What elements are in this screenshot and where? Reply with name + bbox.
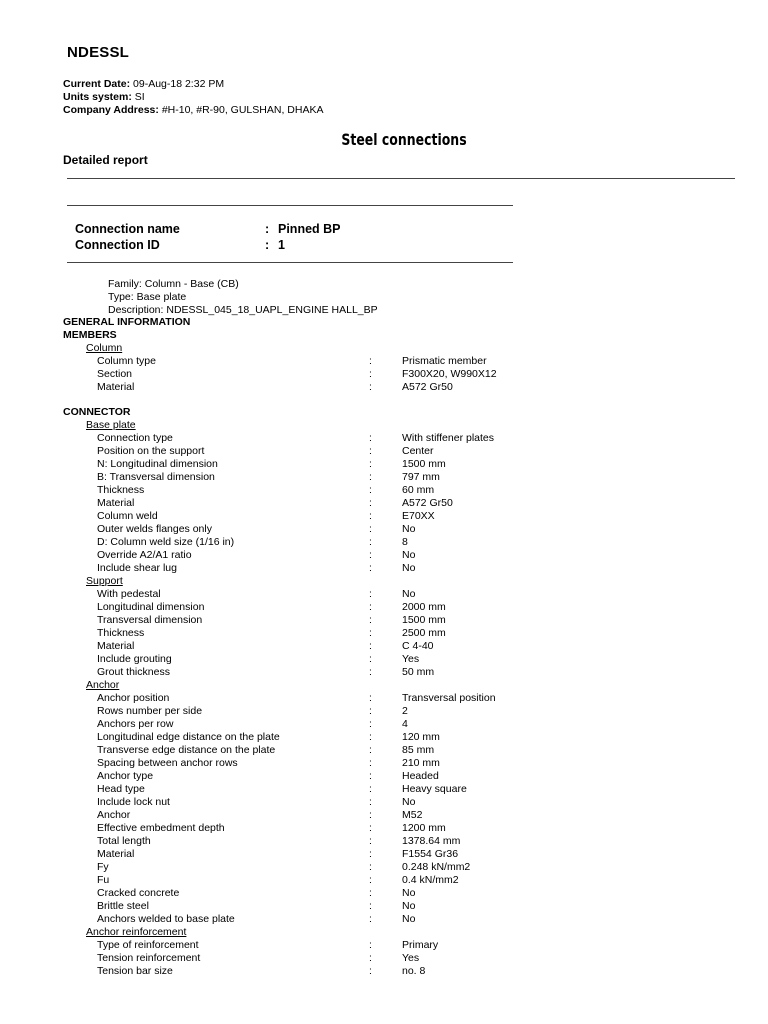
- property-value: No: [402, 523, 416, 535]
- property-separator: :: [369, 601, 372, 613]
- property-value: 1200 mm: [402, 822, 446, 834]
- property-row: [63, 965, 743, 978]
- units-value: SI: [134, 91, 145, 103]
- property-value: Transversal position: [402, 692, 496, 704]
- address-value: #H-10, #R-90, GULSHAN, DHAKA: [161, 104, 324, 116]
- property-value: 50 mm: [402, 666, 435, 678]
- property-separator: :: [369, 705, 372, 717]
- connector-heading: CONNECTOR: [63, 406, 131, 418]
- property-row: [63, 445, 743, 458]
- base-plate-rows: [63, 432, 743, 575]
- anchor-rows: [63, 692, 743, 926]
- property-row: [63, 562, 743, 575]
- property-value: 2500 mm: [402, 627, 446, 639]
- property-value: A572 Gr50: [402, 381, 453, 393]
- property-separator: :: [369, 614, 372, 626]
- type-line: Type: Base plate: [108, 291, 187, 303]
- property-separator: :: [369, 757, 372, 769]
- property-label: N: Longitudinal dimension: [97, 458, 218, 470]
- property-label: Longitudinal edge distance on the plate: [97, 731, 280, 743]
- property-value: Heavy square: [402, 783, 467, 795]
- property-row: [63, 718, 743, 731]
- property-row: [63, 913, 743, 926]
- connection-id-separator: :: [265, 238, 270, 252]
- property-row: [63, 796, 743, 809]
- property-separator: :: [369, 913, 372, 925]
- property-separator: :: [369, 965, 372, 977]
- property-row: [63, 601, 743, 614]
- property-label: With pedestal: [97, 588, 161, 600]
- property-row: [63, 822, 743, 835]
- property-label: Fu: [97, 874, 110, 886]
- property-value: 2: [402, 705, 408, 717]
- property-label: Cracked concrete: [97, 887, 180, 899]
- property-label: Tension reinforcement: [97, 952, 201, 964]
- property-row: [63, 705, 743, 718]
- property-row: [63, 848, 743, 861]
- property-label: Transversal dimension: [97, 614, 203, 626]
- property-value: 210 mm: [402, 757, 440, 769]
- address-line: [63, 104, 323, 117]
- column-subheading: Column: [86, 342, 123, 354]
- property-label: Spacing between anchor rows: [97, 757, 238, 769]
- property-label: Include lock nut: [97, 796, 170, 808]
- property-separator: :: [369, 355, 372, 367]
- property-label: Transverse edge distance on the plate: [97, 744, 276, 756]
- property-value: F300X20, W990X12: [402, 368, 497, 380]
- property-row: [63, 809, 743, 822]
- property-label: Rows number per side: [97, 705, 203, 717]
- property-value: A572 Gr50: [402, 497, 453, 509]
- property-row: [63, 471, 743, 484]
- property-separator: :: [369, 796, 372, 808]
- property-label: Anchors per row: [97, 718, 174, 730]
- property-separator: :: [369, 731, 372, 743]
- property-label: Thickness: [97, 627, 145, 639]
- property-label: Tension bar size: [97, 965, 173, 977]
- property-label: Grout thickness: [97, 666, 170, 678]
- property-label: Material: [97, 381, 135, 393]
- property-separator: :: [369, 497, 372, 509]
- property-row: [63, 952, 743, 965]
- property-separator: :: [369, 432, 372, 444]
- property-row: [63, 484, 743, 497]
- general-information-heading: GENERAL INFORMATION: [63, 316, 191, 328]
- property-separator: :: [369, 744, 372, 756]
- property-label: Anchor: [97, 809, 131, 821]
- property-row: [63, 744, 743, 757]
- property-value: 1500 mm: [402, 614, 446, 626]
- support-rows: [63, 588, 743, 679]
- property-separator: :: [369, 536, 372, 548]
- property-value: No: [402, 887, 416, 899]
- property-row: [63, 536, 743, 549]
- property-label: Longitudinal dimension: [97, 601, 205, 613]
- property-separator: :: [369, 783, 372, 795]
- property-value: no. 8: [402, 965, 426, 977]
- property-row: [63, 355, 743, 368]
- property-row: [63, 510, 743, 523]
- property-label: Fy: [97, 861, 109, 873]
- property-row: [63, 368, 743, 381]
- property-row: [63, 523, 743, 536]
- property-label: Section: [97, 368, 133, 380]
- connection-name-row: [75, 221, 341, 237]
- property-label: Override A2/A1 ratio: [97, 549, 192, 561]
- property-separator: :: [369, 588, 372, 600]
- property-label: Position on the support: [97, 445, 205, 457]
- property-row: [63, 939, 743, 952]
- property-separator: :: [369, 640, 372, 652]
- description-line: Description: NDESSL_045_18_UAPL_ENGINE HALL_BP: [108, 304, 378, 316]
- property-value: 2000 mm: [402, 601, 446, 613]
- property-label: Anchors welded to base plate: [97, 913, 235, 925]
- property-separator: :: [369, 848, 372, 860]
- property-row: [63, 770, 743, 783]
- property-row: [63, 549, 743, 562]
- property-separator: :: [369, 861, 372, 873]
- property-value: E70XX: [402, 510, 435, 522]
- connection-id-label: Connection ID: [75, 238, 160, 252]
- property-separator: :: [369, 952, 372, 964]
- property-separator: :: [369, 653, 372, 665]
- property-separator: :: [369, 809, 372, 821]
- property-value: 4: [402, 718, 408, 730]
- connection-name-separator: :: [265, 222, 270, 236]
- divider-lower: [67, 262, 513, 263]
- property-label: Column type: [97, 355, 156, 367]
- current-date-line: [63, 78, 323, 91]
- property-value: 0.4 kN/mm2: [402, 874, 459, 886]
- property-value: 120 mm: [402, 731, 440, 743]
- property-separator: :: [369, 445, 372, 457]
- property-row: [63, 731, 743, 744]
- property-value: Prismatic member: [402, 355, 487, 367]
- property-separator: :: [369, 471, 372, 483]
- section-gap: [63, 394, 743, 406]
- property-label: Thickness: [97, 484, 145, 496]
- property-separator: :: [369, 484, 372, 496]
- units-line: [63, 91, 323, 104]
- divider-full: [67, 178, 735, 179]
- property-separator: :: [369, 381, 372, 393]
- property-label: Effective embedment depth: [97, 822, 225, 834]
- anchor-reinforcement-subheading: Anchor reinforcement: [86, 926, 187, 938]
- property-label: Connection type: [97, 432, 173, 444]
- property-value: 60 mm: [402, 484, 435, 496]
- property-value: Yes: [402, 653, 420, 665]
- property-value: No: [402, 588, 416, 600]
- property-value: 797 mm: [402, 471, 440, 483]
- support-subheading: Support: [86, 575, 123, 587]
- property-separator: :: [369, 835, 372, 847]
- property-label: Anchor type: [97, 770, 154, 782]
- property-separator: :: [369, 822, 372, 834]
- current-date-value: 09-Aug-18 2:32 PM: [133, 78, 225, 90]
- members-heading: MEMBERS: [63, 329, 117, 341]
- connection-block: [75, 221, 341, 253]
- property-separator: :: [369, 368, 372, 380]
- property-separator: :: [369, 939, 372, 951]
- property-label: Total length: [97, 835, 151, 847]
- property-value: No: [402, 913, 416, 925]
- property-separator: :: [369, 523, 372, 535]
- base-plate-subheading: Base plate: [86, 419, 136, 431]
- property-label: Include grouting: [97, 653, 172, 665]
- property-value: 85 mm: [402, 744, 435, 756]
- property-value: 1500 mm: [402, 458, 446, 470]
- property-label: B: Transversal dimension: [97, 471, 215, 483]
- property-row: [63, 874, 743, 887]
- property-separator: :: [369, 900, 372, 912]
- property-row: [63, 653, 743, 666]
- property-separator: :: [369, 549, 372, 561]
- column-rows: [63, 355, 743, 394]
- property-row: [63, 887, 743, 900]
- report-body: [63, 316, 743, 978]
- property-label: Outer welds flanges only: [97, 523, 212, 535]
- property-separator: :: [369, 770, 372, 782]
- property-value: Yes: [402, 952, 420, 964]
- property-value: No: [402, 562, 416, 574]
- property-label: Type of reinforcement: [97, 939, 199, 951]
- property-value: No: [402, 796, 416, 808]
- connection-id-row: [75, 237, 341, 253]
- family-line: Family: Column - Base (CB): [108, 278, 239, 290]
- property-value: F1554 Gr36: [402, 848, 459, 860]
- connection-intro: [108, 278, 378, 317]
- property-label: Brittle steel: [97, 900, 149, 912]
- property-value: 8: [402, 536, 408, 548]
- property-value: Primary: [402, 939, 439, 951]
- property-row: [63, 835, 743, 848]
- anchor-subheading: Anchor: [86, 679, 120, 691]
- property-value: M52: [402, 809, 423, 821]
- property-row: [63, 861, 743, 874]
- property-row: [63, 458, 743, 471]
- property-separator: :: [369, 627, 372, 639]
- connection-name-value: Pinned BP: [278, 222, 341, 236]
- property-value: No: [402, 900, 416, 912]
- property-row: [63, 692, 743, 705]
- property-row: [63, 900, 743, 913]
- property-value: No: [402, 549, 416, 561]
- property-separator: :: [369, 887, 372, 899]
- property-row: [63, 381, 743, 394]
- property-row: [63, 627, 743, 640]
- property-value: Center: [402, 445, 434, 457]
- property-row: [63, 588, 743, 601]
- property-separator: :: [369, 692, 372, 704]
- property-label: Include shear lug: [97, 562, 177, 574]
- connection-id-value: 1: [278, 238, 285, 252]
- units-label: Units system:: [63, 91, 132, 103]
- property-value: 1378.64 mm: [402, 835, 461, 847]
- property-label: Head type: [97, 783, 145, 795]
- company-name: NDESSL: [67, 44, 130, 61]
- property-label: D: Column weld size (1/16 in): [97, 536, 235, 548]
- property-row: [63, 497, 743, 510]
- property-label: Column weld: [97, 510, 158, 522]
- property-row: [63, 666, 743, 679]
- property-label: Anchor position: [97, 692, 170, 704]
- property-row: [63, 640, 743, 653]
- property-label: Material: [97, 497, 135, 509]
- property-separator: :: [369, 874, 372, 886]
- property-label: Material: [97, 848, 135, 860]
- divider-upper: [67, 205, 513, 206]
- report-meta: [63, 78, 323, 117]
- property-row: [63, 614, 743, 627]
- property-value: 0.248 kN/mm2: [402, 861, 471, 873]
- property-separator: :: [369, 458, 372, 470]
- property-value: With stiffener plates: [402, 432, 495, 444]
- property-value: C 4-40: [402, 640, 434, 652]
- property-value: Headed: [402, 770, 439, 782]
- property-row: [63, 783, 743, 796]
- property-separator: :: [369, 666, 372, 678]
- report-title: Steel connections: [341, 130, 467, 149]
- address-label: Company Address:: [63, 104, 159, 116]
- current-date-label: Current Date:: [63, 78, 131, 90]
- property-separator: :: [369, 510, 372, 522]
- property-separator: :: [369, 562, 372, 574]
- anchor-reinforcement-rows: [63, 939, 743, 978]
- property-row: [63, 432, 743, 445]
- property-separator: :: [369, 718, 372, 730]
- connection-name-label: Connection name: [75, 222, 180, 236]
- property-row: [63, 757, 743, 770]
- property-label: Material: [97, 640, 135, 652]
- report-subtitle: Detailed report: [63, 153, 148, 167]
